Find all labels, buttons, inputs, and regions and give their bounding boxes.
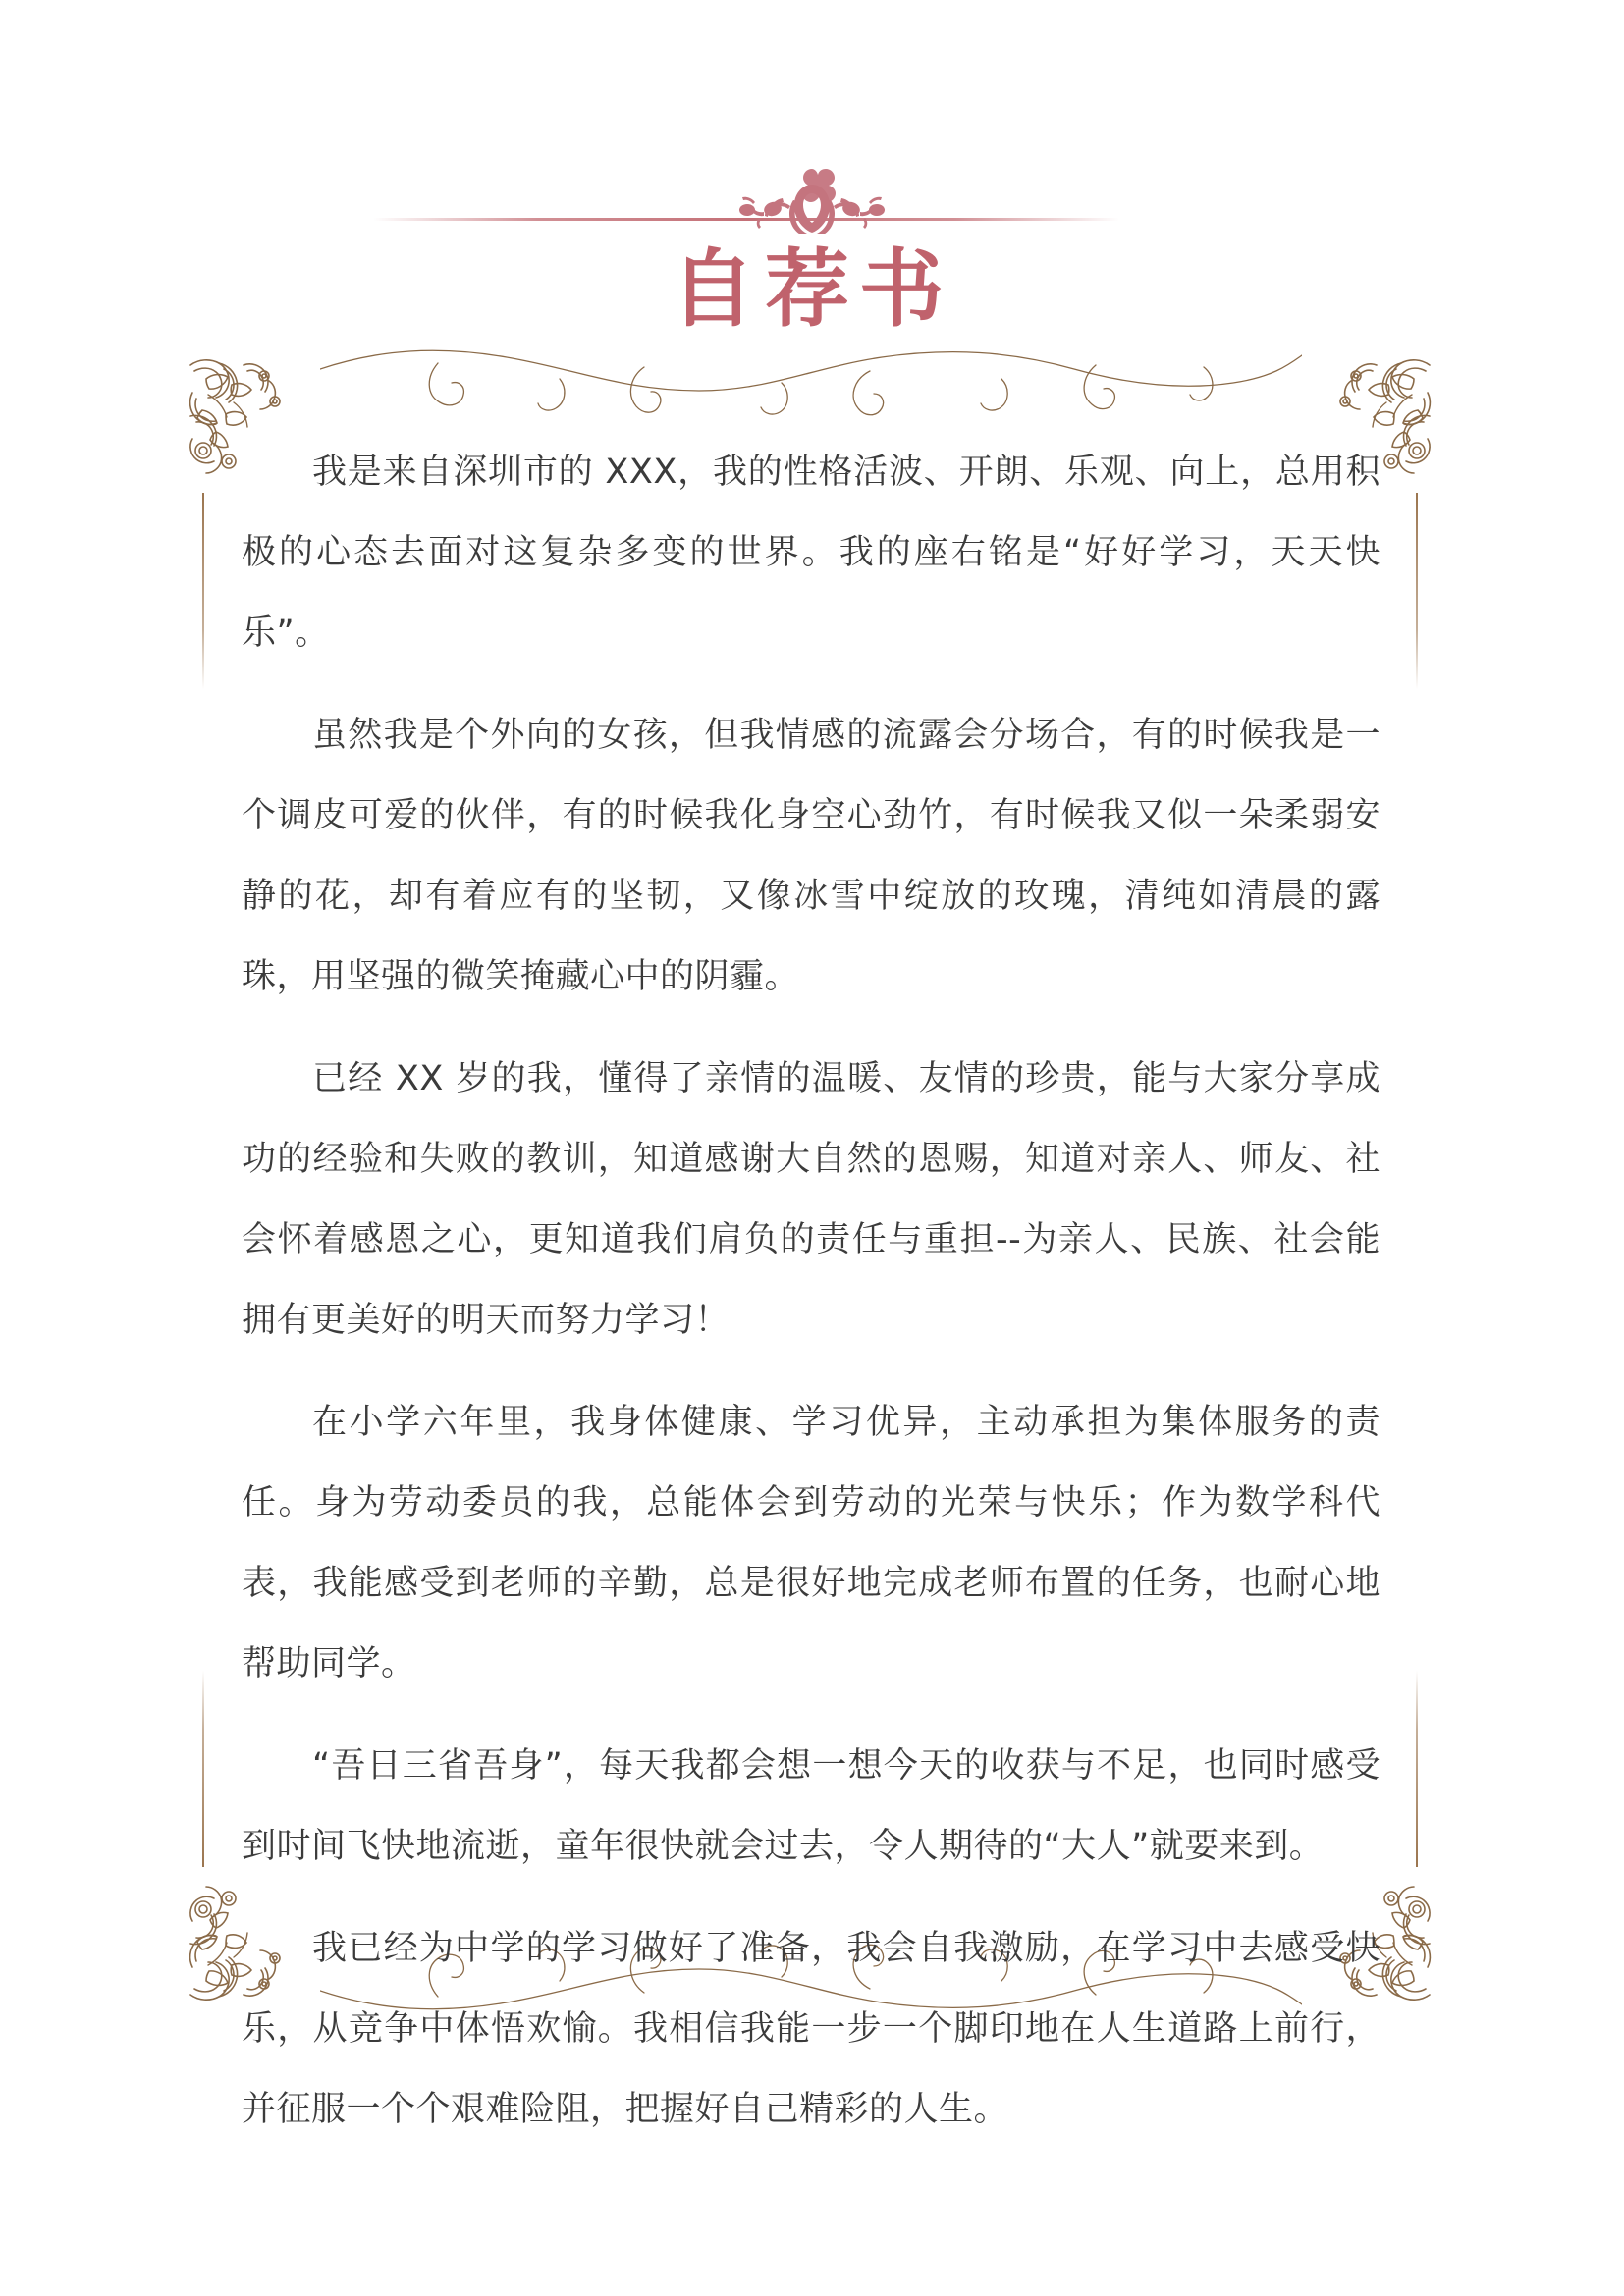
frame-edge-line-right-bottom [1416, 1671, 1418, 1867]
vine-scroll-icon-top [320, 340, 1302, 428]
paragraph: 在小学六年里，我身体健康、学习优异，主动承担为集体服务的责任。身为劳动委员的我，总能体会到劳动的光荣与快乐；作为数学科代表，我能感受到老师的辛勤，总是很好地完成老师布置的任务，也耐心地帮助同学。 [242, 1403, 1380, 1683]
letter-body [242, 432, 1380, 2150]
paragraph: 已经 XX 岁的我，懂得了亲情的温暖、友情的珍贵，能与大家分享成功的经验和失败的教训，知道感谢大自然的恩赐，知道对亲人、师友、社会怀着感恩之心，更知道我们肩负的责任与重担--为亲人、民族、社会能拥有更美好的明天而努力学习！ [242, 1059, 1380, 1340]
frame-edge-line-left-top [202, 493, 204, 689]
frame-edge-line-left-bottom [202, 1671, 204, 1867]
paragraph: 我是来自深圳市的 XXX，我的性格活波、开朗、乐观、向上，总用积极的心态去面对这复杂多变的世界。我的座右铭是“好好学习，天天快乐”。 [242, 453, 1380, 653]
paragraph: 虽然我是个外向的女孩，但我情感的流露会分场合，有的时候我是一个调皮可爱的伙伴，有的时候我化身空心劲竹，有时候我又似一朵柔弱安静的花，却有着应有的坚韧，又像冰雪中绽放的玫瑰，清纯如清晨的露珠，用坚强的微笑掩藏心中的阴霾。 [242, 716, 1380, 996]
floral-divider-ornament [665, 155, 959, 234]
frame-edge-line-right-top [1416, 493, 1418, 689]
paragraph: “吾日三省吾身”，每天我都会想一想今天的收获与不足，也同时感受到时间飞快地流逝，童年很快就会过去，令人期待的“大人”就要来到。 [242, 1746, 1380, 1866]
header-ornament-block [0, 147, 1624, 226]
page-title: 自荐书 [671, 240, 953, 339]
paragraph: 我已经为中学的学习做好了准备，我会自我激励，在学习中去感受快乐，从竞争中体悟欢愉。我相信我能一步一个脚印地在人生道路上前行，并征服一个个艰难险阻，把握好自己精彩的人生。 [242, 1929, 1380, 2129]
